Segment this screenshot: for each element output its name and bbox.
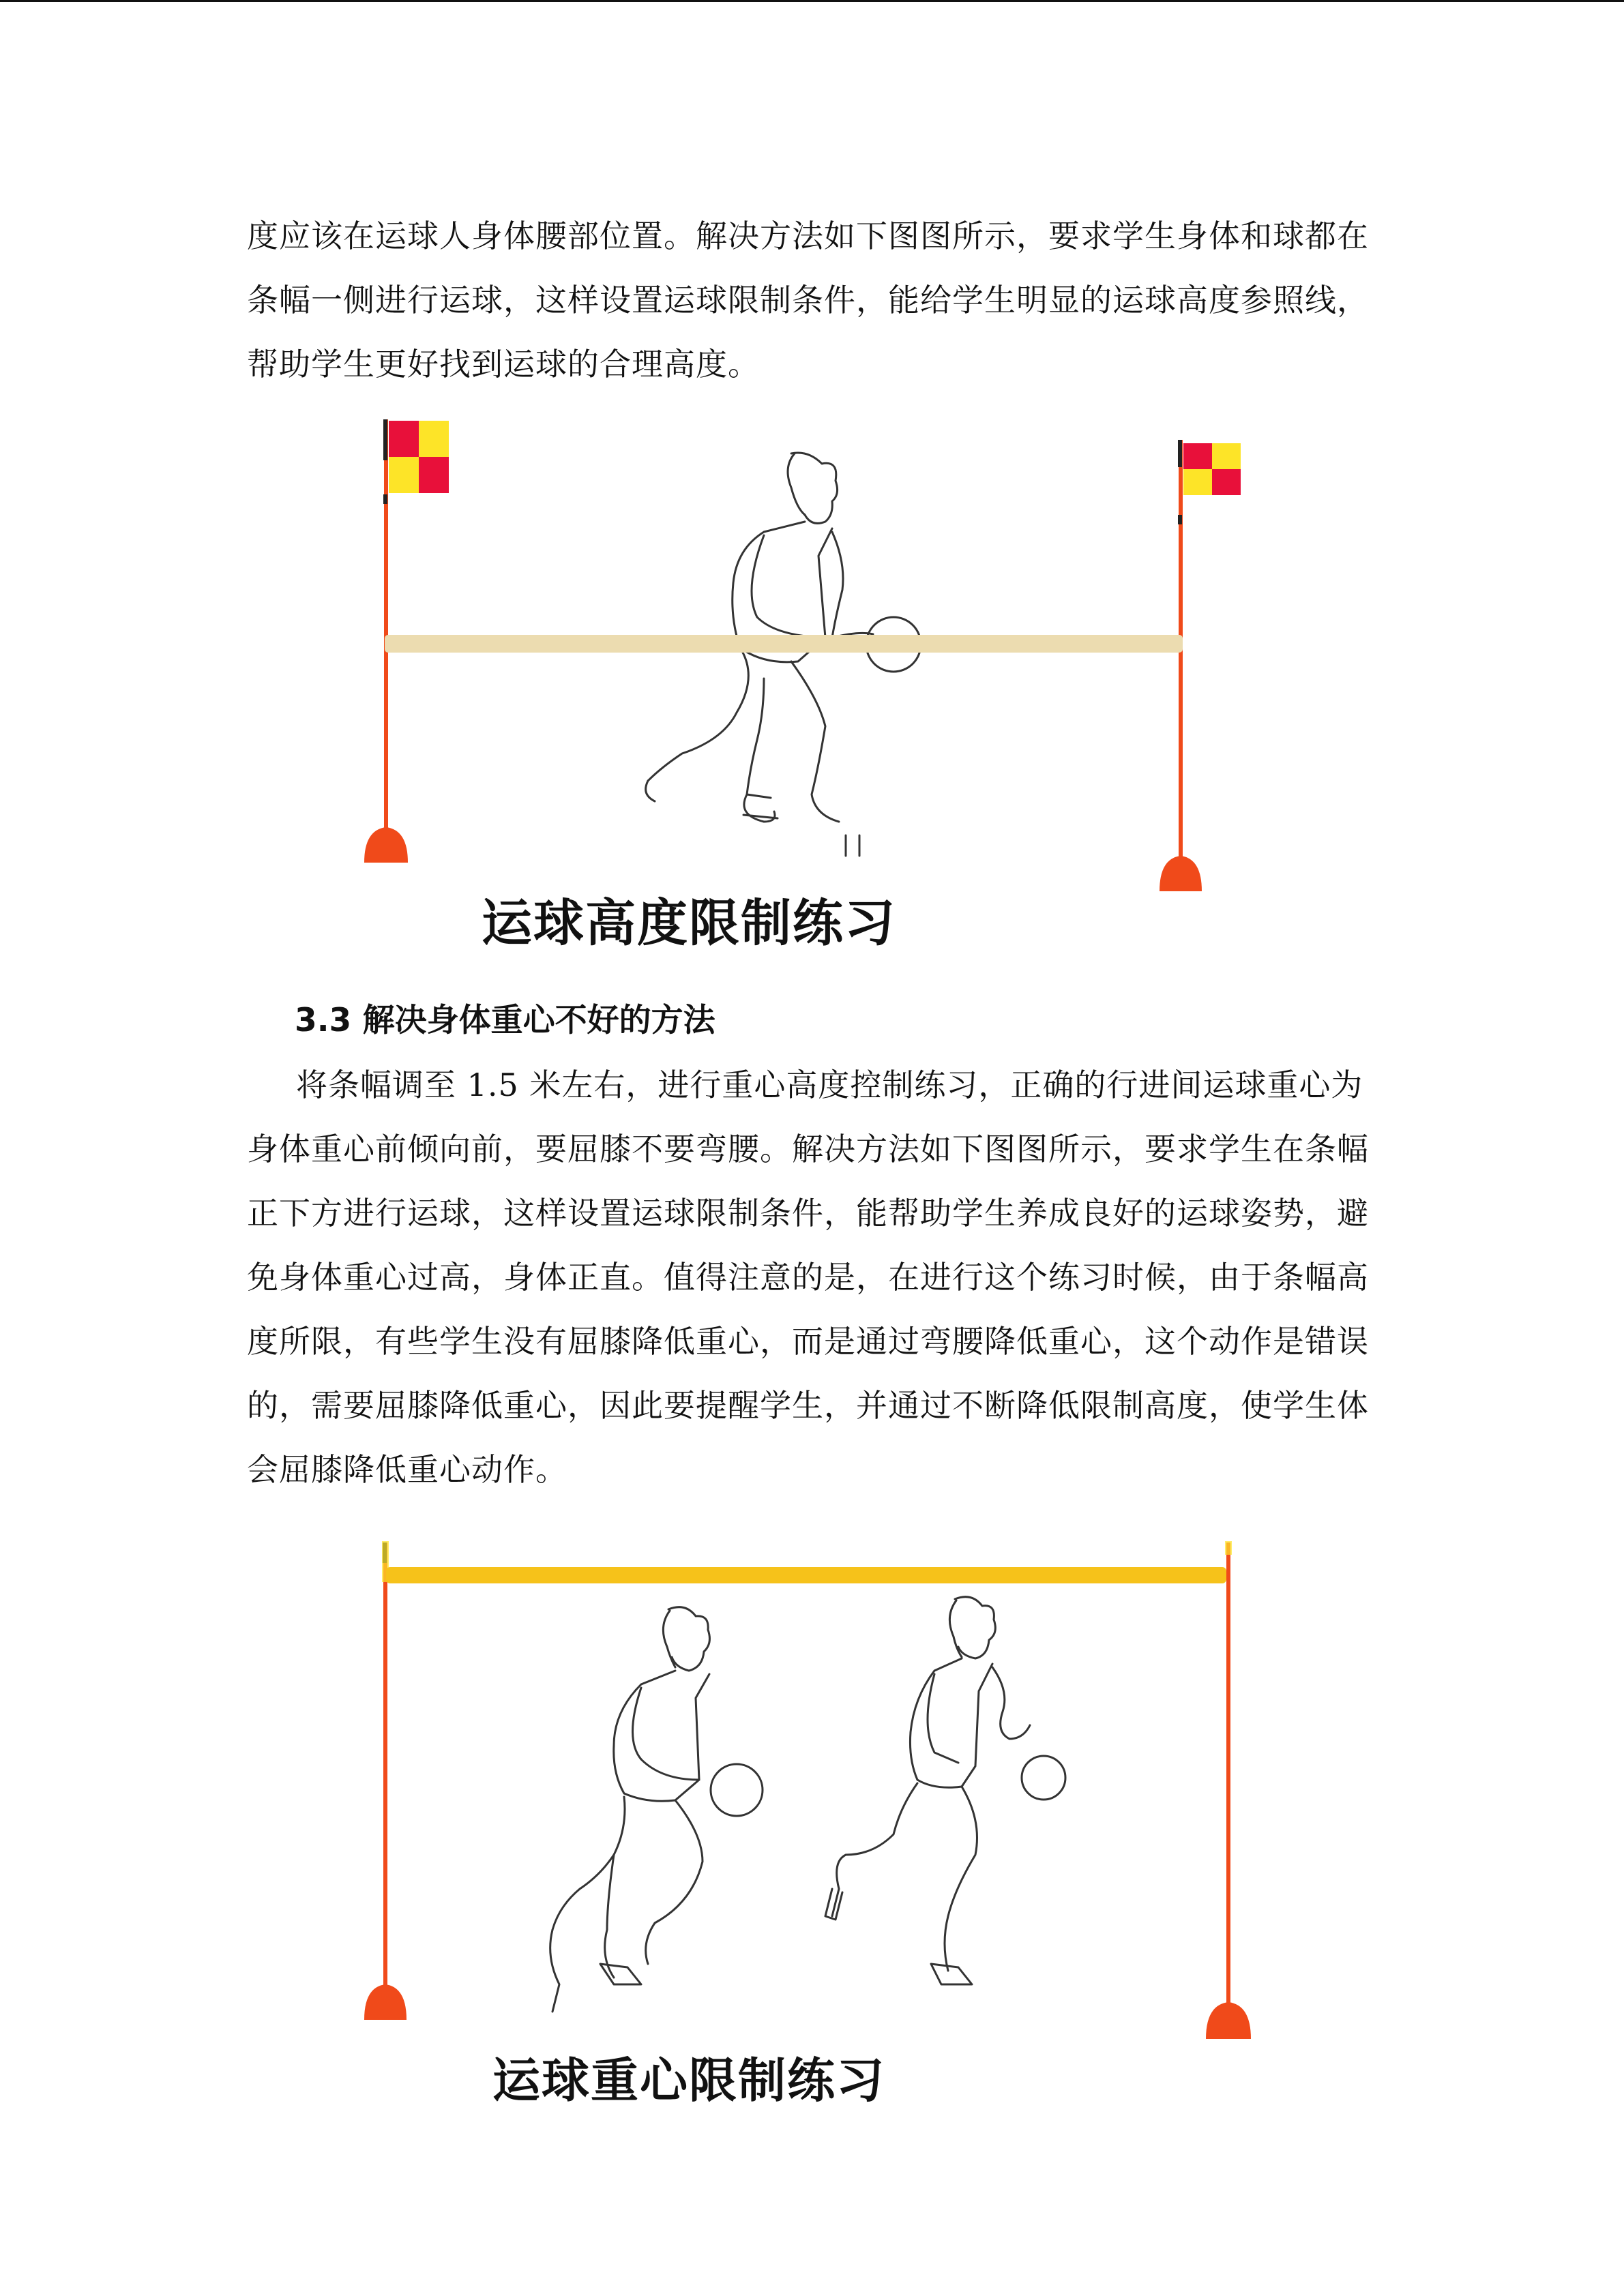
player-upright-dribble-figure bbox=[825, 1597, 1065, 1984]
right-cone-base bbox=[1206, 2002, 1251, 2039]
right-cone-base bbox=[1160, 856, 1202, 891]
left-pole bbox=[364, 1541, 407, 2020]
player-low-dribble-figure bbox=[550, 1607, 763, 2012]
left-cone-base bbox=[364, 1984, 407, 2020]
figure1-caption: 运球高度限制练习 bbox=[482, 894, 896, 953]
player-dribbling-figure bbox=[646, 453, 921, 856]
left-checkered-flag bbox=[389, 421, 449, 493]
section-heading: 3.3 解决身体重心不好的方法 bbox=[295, 1002, 715, 1039]
paragraph-dribble-height: 度应该在运球人身体腰部位置。解决方法如下图图所示，要求学生身体和球都在条幅一侧进行运球，这样设置运球限制条件，能给学生明显的运球高度参照线，帮助学生更好找到运球的合理高度。 bbox=[247, 218, 1369, 383]
paragraph-center-of-gravity: 将条幅调至 1.5 米左右，进行重心高度控制练习，正确的行进间运球重心为身体重心前倾向前，要屈膝不要弯腰。解决方法如下图图所示，要求学生在条幅正下方进行运球，这样设置运球限制条件，能帮助学生养成良好的运球姿势，避免身体重心过高，身体正直。值得注意的是，在进行这个练习时候，由于条幅高度所限，有些学生没有屈膝降低重心，而是通过弯腰降低重心，这个动作是错误的，需要屈膝降低重心，因此要提醒学生，并通过不断降低限制高度，使学生体会屈膝降低重心动作。 bbox=[247, 1067, 1369, 1488]
drill-illustration-height bbox=[355, 413, 1296, 958]
height-limit-band bbox=[385, 635, 1183, 653]
right-pole bbox=[1206, 1541, 1251, 2039]
page-top-border bbox=[0, 0, 1624, 2]
figure-dribble-height-drill bbox=[355, 413, 1296, 958]
figure2-caption: 运球重心限制练习 bbox=[492, 2053, 885, 2108]
left-cone-base bbox=[364, 827, 408, 863]
gravity-limit-band bbox=[386, 1567, 1226, 1583]
drill-illustration-gravity bbox=[355, 1534, 1296, 2114]
figure-center-of-gravity-drill bbox=[355, 1534, 1296, 2114]
right-checkered-flag bbox=[1183, 443, 1241, 495]
right-flag-pole bbox=[1160, 440, 1241, 891]
